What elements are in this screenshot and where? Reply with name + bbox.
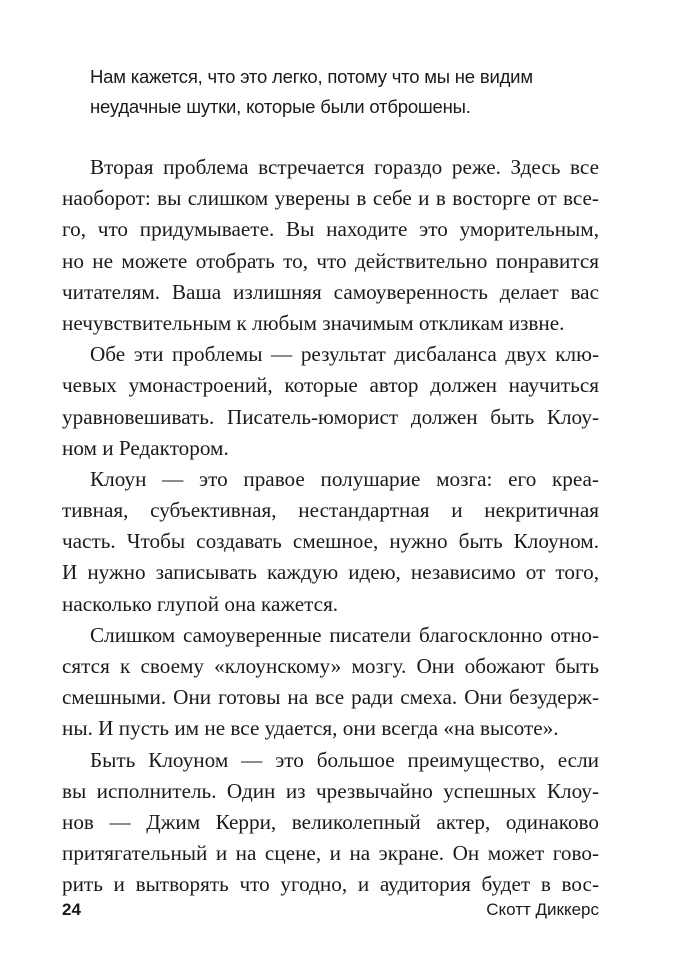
page-footer <box>62 900 599 924</box>
text-line: насколько глупой она кажется. <box>62 591 339 616</box>
text-line: уравновешивать. Писатель-юморист должен быть Клоу- <box>62 404 599 429</box>
text-line: вы исполнитель. Один из чрезвычайно успешных Клоу- <box>62 778 599 803</box>
text-line: го, что придумываете. Вы находите это уморительным, <box>62 217 599 242</box>
text-line: рить и вытворять что угодно, и аудитория будет в вос- <box>62 872 599 897</box>
callout-quote <box>90 62 560 122</box>
text-line: нечувствительным к любым значимым откликам извне. <box>62 310 565 335</box>
text-line: наоборот: вы слишком уверены в себе и в восторге от все- <box>62 186 599 211</box>
text-line: смешными. Они готовы на все ради смеха. Они безудерж- <box>62 685 599 710</box>
running-header-author: Скотт Диккерс <box>486 900 599 919</box>
paragraph <box>62 152 599 339</box>
text-line: тивная, субъективная, нестандартная и некритичная <box>62 498 599 523</box>
text-line: притягательный и на сцене, и на экране. Он может гово- <box>62 841 599 866</box>
text-line: чевых умонастроений, которые автор должен научиться <box>62 373 599 398</box>
text-line: но не можете отобрать то, что действительно понравится <box>62 248 599 273</box>
text-line: нов — Джим Керри, великолепный актер, одинаково <box>62 809 599 834</box>
paragraph <box>62 464 599 620</box>
page-number: 24 <box>62 900 81 919</box>
text-line: часть. Чтобы создавать смешное, нужно быть Клоуном. <box>62 529 599 554</box>
text-line: читателям. Ваша излишняя самоуверенность делает вас <box>62 279 599 304</box>
text-line: Обе эти проблемы — результат дисбаланса двух клю- <box>90 342 599 367</box>
text-line: Вторая проблема встречается гораздо реже. Здесь все <box>90 155 599 179</box>
text-line: И нужно записывать каждую идею, независимо от того, <box>62 560 599 585</box>
body-text <box>62 152 599 901</box>
paragraph <box>62 620 599 745</box>
callout-line: Нам кажется, что это легко, потому что мы не видим <box>90 66 533 87</box>
text-line: Слишком самоуверенные писатели благосклонно отно- <box>90 622 599 647</box>
paragraph <box>62 339 599 464</box>
text-line: сятся к своему «клоунскому» мозгу. Они обожают быть <box>62 654 599 678</box>
text-line: ны. И пусть им не все удается, они всегда «на высоте». <box>62 716 559 741</box>
text-line: Быть Клоуном — это большое преимущество, если <box>90 747 599 772</box>
text-line: Клоун — это правое полушарие мозга: его креа- <box>90 466 599 491</box>
text-line: ном и Редактором. <box>62 435 229 460</box>
paragraph <box>62 745 599 901</box>
callout-line: неудачные шутки, которые были отброшены. <box>90 96 471 117</box>
